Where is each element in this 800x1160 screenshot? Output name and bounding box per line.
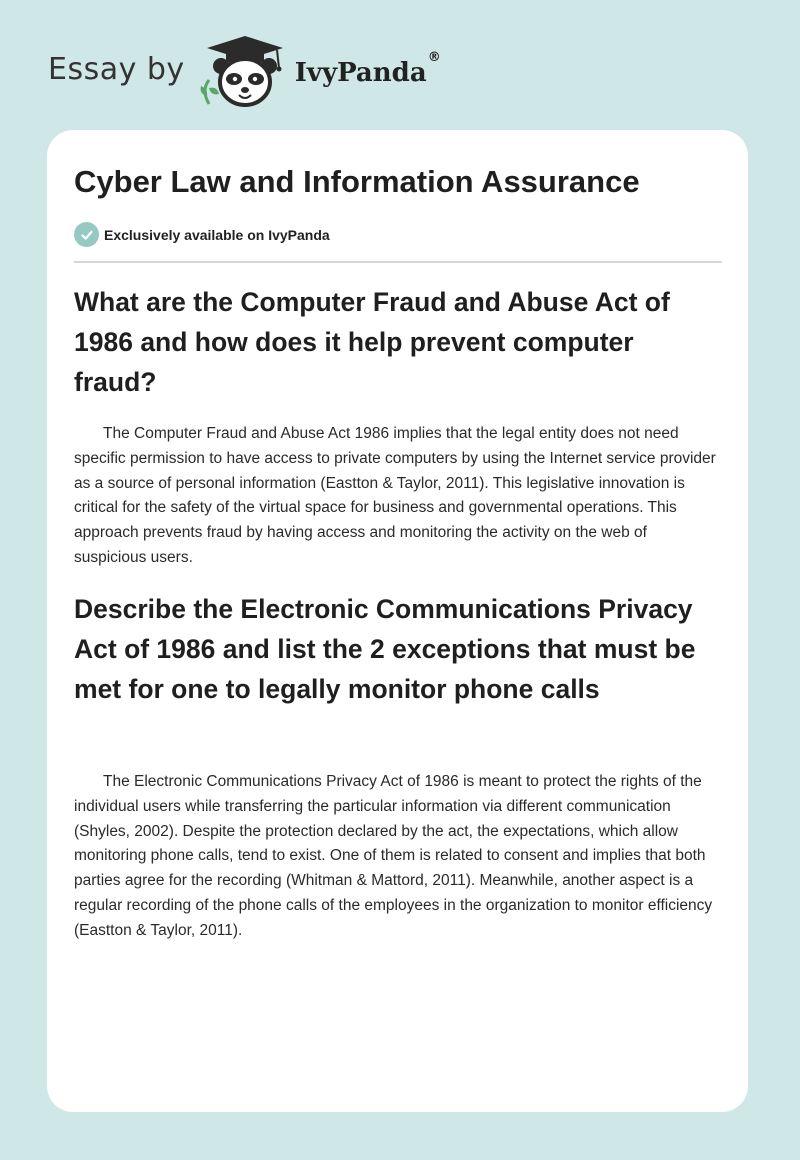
title-divider [74,261,722,263]
check-icon [74,222,99,247]
panda-logo-icon[interactable] [199,34,291,110]
page-title: Cyber Law and Information Assurance [74,164,640,199]
section-heading-cfaa: What are the Computer Fraud and Abuse Act of 1986 and how does it help prevent computer fraud? [74,287,670,397]
exclusive-badge [74,222,330,247]
registered-mark: ® [427,50,441,65]
section-paragraph-ecpa: The Electronic Communications Privacy Act of 1986 is meant to protect the rights of the individual users while transferring the particular information via different communication (Shyles, 2002). Despite the protection declared by the act, the expectations, which allow monitoring phone calls, tend to exist. One of them is related to consent and implies that both parties agree for the recording (Whitman & Mattord, 2011). Meanwhile, another aspect is a regular recording of the phone calls of the employees in the organization to monitor efficiency (Eastton & Taylor, 2011). [74,773,713,939]
brand-name[interactable]: IvyPanda® [294,50,441,88]
site-header [48,34,441,110]
brand-prefix: Essay by [48,51,185,87]
essay-card [47,130,748,1112]
section-paragraph-cfaa: The Computer Fraud and Abuse Act 1986 implies that the legal entity does not need specific permission to have access to private computers by using the Internet service provider as a source of personal information (Eastton & Taylor, 2011). This legislative innovation is critical for the safety of the virtual space for business and governmental operations. This approach prevents fraud by having access and monitoring the activity on the web of suspicious users. [74,425,716,566]
badge-label: Exclusively available on IvyPanda [104,226,330,243]
section-heading-ecpa: Describe the Electronic Communications Privacy Act of 1986 and list the 2 exceptions that must be met for one to legally monitor phone calls [74,594,696,704]
